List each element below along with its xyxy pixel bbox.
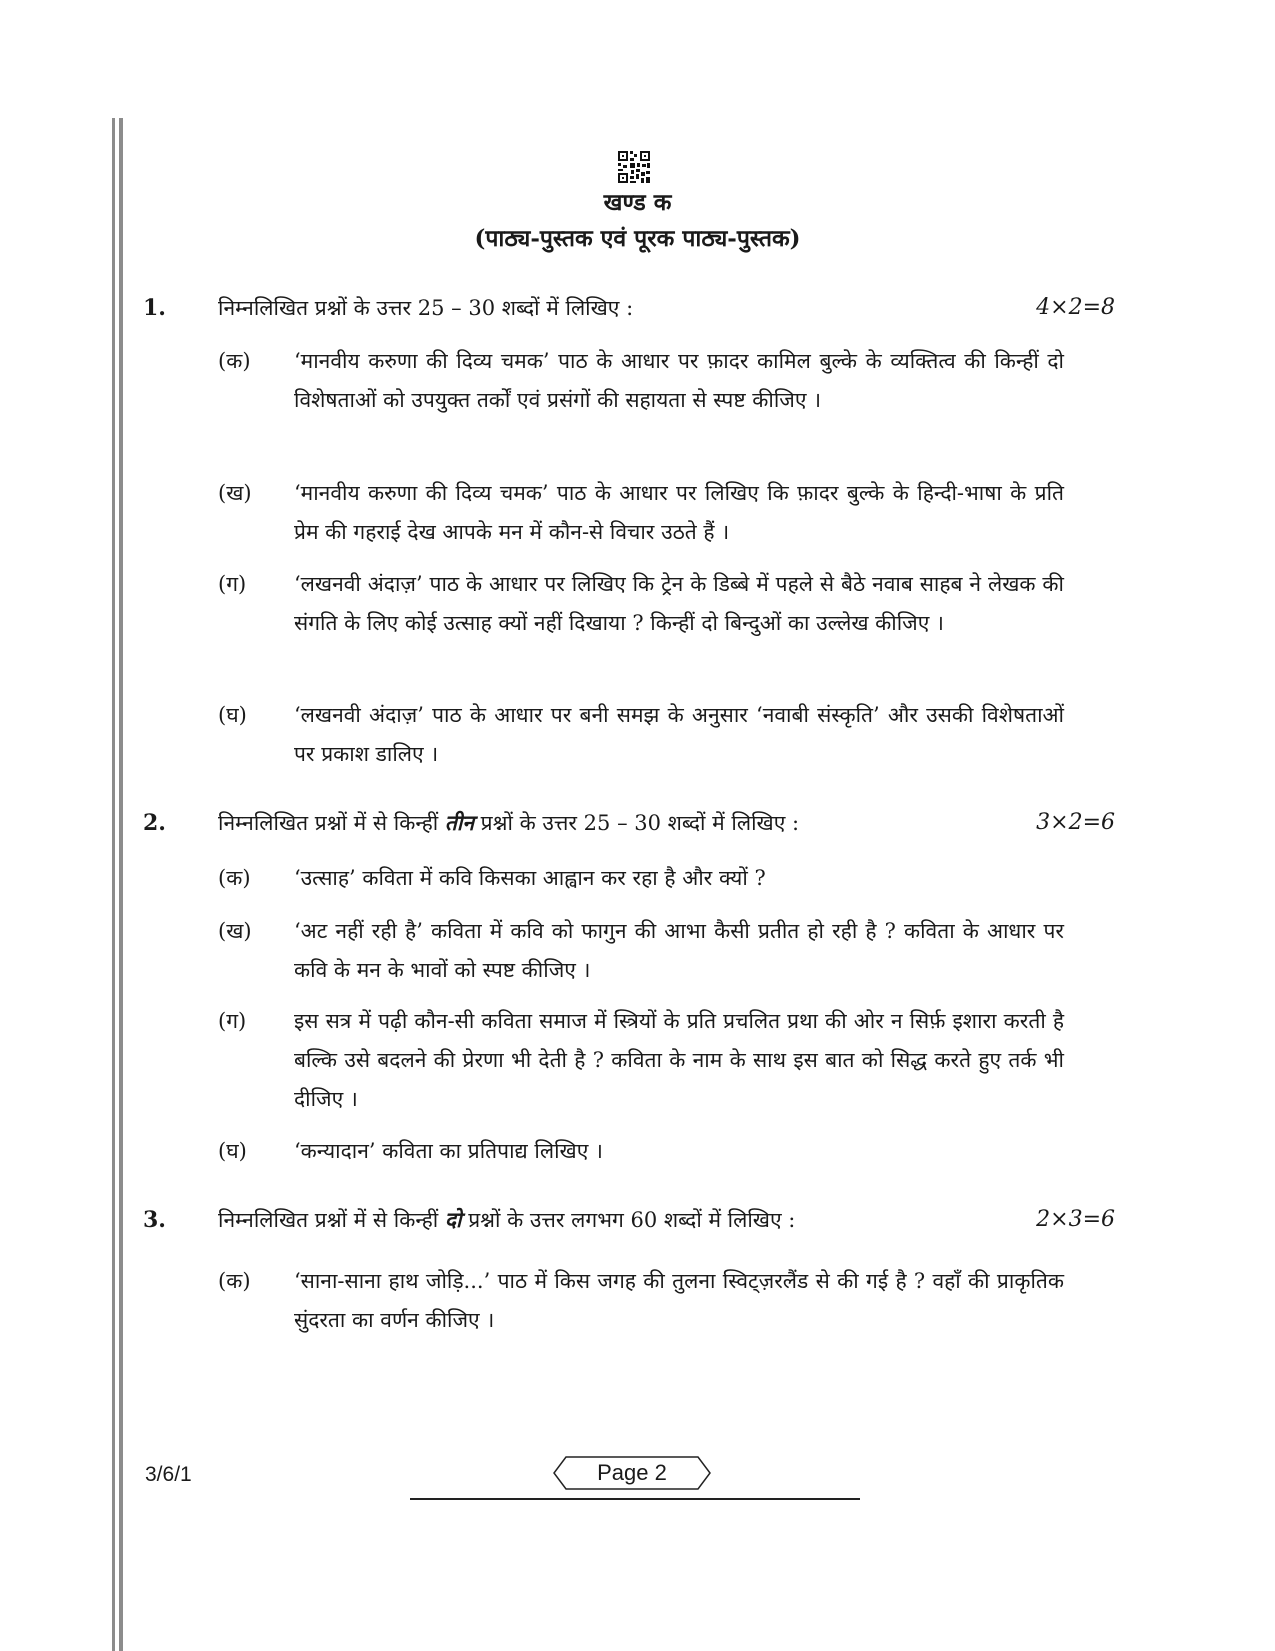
margin-rule-inner bbox=[119, 118, 123, 1651]
part-label: (घ) bbox=[218, 1139, 247, 1163]
question-number: 2. bbox=[143, 810, 166, 836]
question-marks: 4×2=8 bbox=[1036, 295, 1115, 320]
part-text: ‘अट नहीं रही है’ कविता में कवि को फागुन की आभा कैसी प्रतीत हो रही है ? कविता के आधार पर कवि के मन के भावों को स्पष्ट कीजिए । bbox=[294, 919, 1064, 982]
section-title: खण्ड क bbox=[603, 189, 672, 216]
paper-code: 3/6/1 bbox=[145, 1463, 192, 1486]
part-label: (ग) bbox=[218, 1009, 247, 1033]
question-number: 3. bbox=[143, 1207, 166, 1233]
part-text: इस सत्र में पढ़ी कौन-सी कविता समाज में स्त्रियों के प्रति प्रचलित प्रथा की ओर न सिर्फ़ इशारा करती है बल्कि उसे बदलने की प्रेरणा भी देती है ? कविता के नाम के साथ इस बात को सिद्ध करते हुए तर्क भी दीजिए । bbox=[294, 1009, 1064, 1111]
part-label: (क) bbox=[218, 349, 251, 373]
question-text-after: प्रश्नों के उत्तर 25 – 30 शब्दों में लिखिए : bbox=[480, 811, 800, 835]
part-label: (क) bbox=[218, 866, 251, 890]
page-number-tag bbox=[552, 1455, 712, 1491]
part-label: (ख) bbox=[218, 481, 252, 505]
part-text: ‘कन्यादान’ कविता का प्रतिपाद्य लिखिए । bbox=[294, 1139, 603, 1163]
page-label: Page 2 bbox=[597, 1460, 667, 1485]
question-marks: 3×2=6 bbox=[1036, 810, 1115, 835]
part-label: (क) bbox=[218, 1269, 251, 1293]
qr-code-icon bbox=[617, 150, 651, 184]
question-text bbox=[218, 808, 799, 838]
section-subtitle: (पाठ्य-पुस्तक एवं पूरक पाठ्य-पुस्तक) bbox=[474, 225, 801, 252]
question-text bbox=[218, 1205, 795, 1235]
margin-rule-outer bbox=[112, 118, 115, 1651]
question-number: 1. bbox=[143, 295, 166, 321]
question-emphasis: दो bbox=[444, 1207, 462, 1232]
question-text-before: निम्नलिखित प्रश्नों में से किन्हीं bbox=[218, 1208, 439, 1232]
question-marks: 2×3=6 bbox=[1036, 1207, 1115, 1232]
part-text: ‘मानवीय करुणा की दिव्य चमक’ पाठ के आधार पर लिखिए कि फ़ादर बुल्के के हिन्दी-भाषा के प्रति प्रेम की गहराई देख आपके मन में कौन-से विचार उठते हैं । bbox=[294, 481, 1064, 544]
part-text: ‘उत्साह’ कविता में कवि किसका आह्वान कर रहा है और क्यों ? bbox=[294, 866, 766, 890]
part-text: ‘साना-साना हाथ जोड़ि...’ पाठ में किस जगह की तुलना स्विट्ज़रलैंड से की गई है ? वहाँ की प्राकृतिक सुंदरता का वर्णन कीजिए । bbox=[294, 1269, 1064, 1332]
part-label: (घ) bbox=[218, 703, 247, 727]
part-text: ‘लखनवी अंदाज़’ पाठ के आधार पर लिखिए कि ट्रेन के डिब्बे में पहले से बैठे नवाब साहब ने लेखक की संगति के लिए कोई उत्साह क्यों नहीं दिखाया ? किन्हीं दो बिन्दुओं का उल्लेख कीजिए । bbox=[294, 572, 1064, 635]
question-emphasis: तीन bbox=[444, 810, 474, 835]
part-text: ‘लखनवी अंदाज़’ पाठ के आधार पर बनी समझ के अनुसार ‘नवाबी संस्कृति’ और उसकी विशेषताओं पर प्रकाश डालिए । bbox=[294, 703, 1064, 766]
part-label: (ग) bbox=[218, 572, 247, 596]
question-text: निम्नलिखित प्रश्नों के उत्तर 25 – 30 शब्दों में लिखिए : bbox=[218, 296, 634, 320]
question-text-after: प्रश्नों के उत्तर लगभग 60 शब्दों में लिखिए : bbox=[468, 1208, 796, 1232]
part-label: (ख) bbox=[218, 919, 252, 943]
question-text-before: निम्नलिखित प्रश्नों में से किन्हीं bbox=[218, 811, 439, 835]
part-text: ‘मानवीय करुणा की दिव्य चमक’ पाठ के आधार पर फ़ादर कामिल बुल्के के व्यक्तित्व की किन्हीं दो विशेषताओं को उपयुक्त तर्कों एवं प्रसंगों की सहायता से स्पष्ट कीजिए । bbox=[294, 349, 1064, 412]
footer-divider bbox=[410, 1498, 860, 1500]
